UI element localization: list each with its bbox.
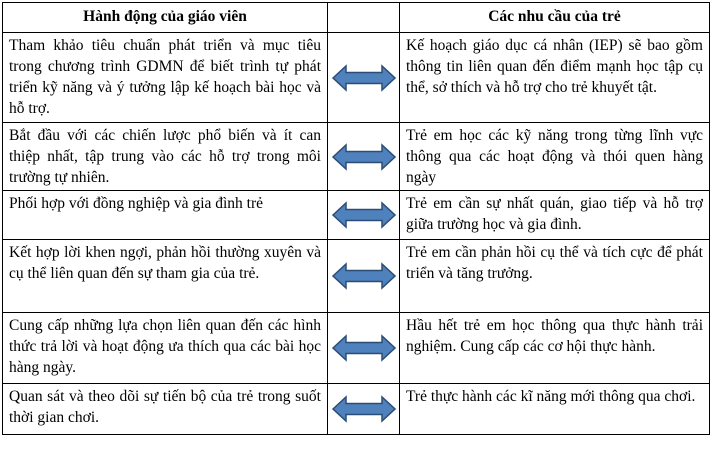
double-arrow-icon — [328, 395, 399, 423]
child-need-cell: Trẻ em cần phản hồi cụ thể và tích cực để phát triển và tăng trưởng. — [400, 240, 710, 313]
teacher-action-cell: Cung cấp những lựa chọn liên quan đến các hình thức trả lời và hoạt động ưa thích qua các bài học hàng ngày. — [3, 313, 328, 384]
arrow-cell — [328, 191, 400, 240]
teacher-action-cell: Bắt đầu với các chiến lược phổ biến và ít can thiệp nhất, tập trung vào các hỗ trợ trong môi trường tự nhiên. — [3, 123, 328, 191]
table-row — [3, 313, 710, 384]
arrow-cell — [328, 33, 400, 123]
child-need-cell: Trẻ thực hành các kĩ năng mới thông qua chơi. — [400, 384, 710, 435]
teacher-child-needs-table — [2, 2, 710, 435]
child-need-cell: Hầu hết trẻ em học thông qua thực hành trải nghiệm. Cung cấp các cơ hội thực hành. — [400, 313, 710, 384]
double-arrow-icon — [328, 262, 399, 290]
header-spacer — [328, 3, 400, 33]
teacher-action-cell: Quan sát và theo dõi sự tiến bộ của trẻ trong suốt thời gian chơi. — [3, 384, 328, 435]
double-arrow-icon — [328, 143, 399, 171]
header-row — [3, 3, 710, 33]
header-child-needs: Các nhu cầu của trẻ — [400, 3, 710, 33]
arrow-cell — [328, 123, 400, 191]
teacher-action-cell: Phối hợp với đồng nghiệp và gia đình trẻ — [3, 191, 328, 240]
table-row — [3, 240, 710, 313]
child-need-cell: Trẻ em học các kỹ năng trong từng lĩnh vực thông qua các hoạt động và thói quen hàng ngày — [400, 123, 710, 191]
child-need-cell: Trẻ em cần sự nhất quán, giao tiếp và hỗ trợ giữa trường học và gia đình. — [400, 191, 710, 240]
double-arrow-icon — [328, 201, 399, 229]
header-teacher-actions: Hành động của giáo viên — [3, 3, 328, 33]
double-arrow-icon — [328, 334, 399, 362]
double-arrow-icon — [328, 64, 399, 92]
arrow-cell — [328, 313, 400, 384]
teacher-action-cell: Tham khảo tiêu chuẩn phát triển và mục tiêu trong chương trình GDMN để biết trình tự phát triển kỹ năng và ý tưởng lập kế hoạch bài học và hỗ trợ. — [3, 33, 328, 123]
child-need-cell: Kế hoạch giáo dục cá nhân (IEP) sẽ bao gồm thông tin liên quan đến điểm mạnh học tập cụ thể, sở thích và hỗ trợ cho trẻ khuyết tật. — [400, 33, 710, 123]
table-row — [3, 191, 710, 240]
table-row — [3, 33, 710, 123]
arrow-cell — [328, 384, 400, 435]
arrow-cell — [328, 240, 400, 313]
teacher-action-cell: Kết hợp lời khen ngợi, phản hồi thường xuyên và cụ thể liên quan đến sự tham gia của trẻ. — [3, 240, 328, 313]
table-row — [3, 384, 710, 435]
table-row — [3, 123, 710, 191]
